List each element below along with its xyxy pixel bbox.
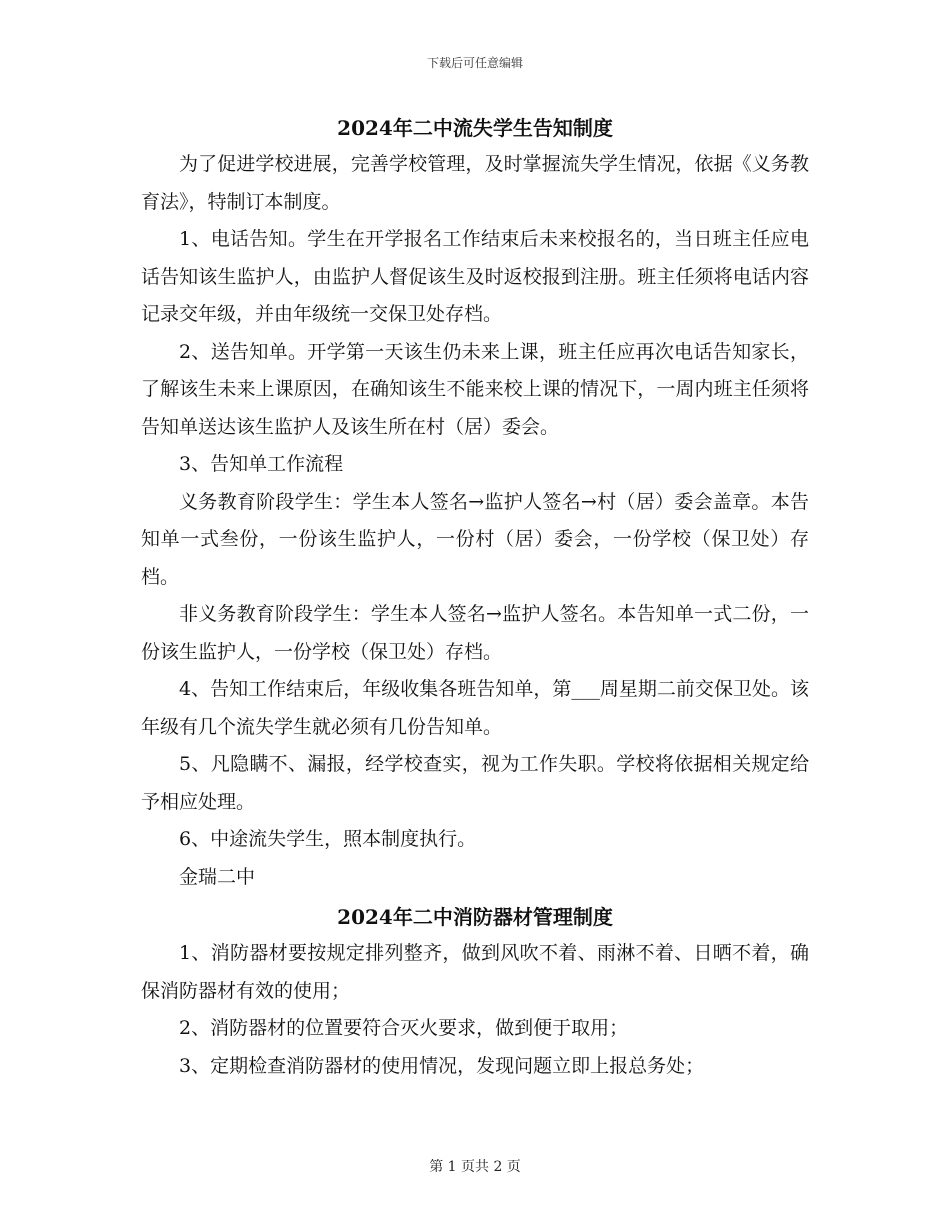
- section-student-dropout-notice: [141, 110, 809, 896]
- header-note: 下载后可任意编辑: [426, 56, 523, 70]
- signature-school-name: 金瑞二中: [179, 865, 256, 888]
- paragraph: 3、定期检查消防器材的使用情况，发现问题立即上报总务处；: [179, 1054, 705, 1077]
- paragraph: 2、送告知单。开学第一天该生仍未来上课，班主任应再次电话告知家长，了解该生未来上课原因，在确知该生不能来校上课的情况下，一周内班主任须将告知单送达该生监护人及该生所在村（居）委会。: [141, 340, 809, 438]
- paragraph: 5、凡隐瞒不、漏报，经学校查实，视为工作失职。学校将依据相关规定给予相应处理。: [141, 753, 809, 813]
- paragraph: 1、电话告知。学生在开学报名工作结束后未来校报名的，当日班主任应电话告知该生监护人，由监护人督促该生及时返校报到注册。班主任须将电话内容记录交年级，并由年级统一交保卫处存档。: [141, 228, 809, 325]
- paragraph: 义务教育阶段学生：学生本人签名→监护人签名→村（居）委会盖章。本告知单一式叁份，一份该生监护人，一份村（居）委会，一份学校（保卫处）存档。: [141, 490, 809, 588]
- paragraph: 3、告知单工作流程: [179, 453, 344, 475]
- section-title: 2024年二中流失学生告知制度: [337, 116, 613, 140]
- document-body: [141, 110, 809, 1085]
- section-title: 2024年二中消防器材管理制度: [337, 905, 613, 929]
- paragraph: 为了促进学校进展，完善学校管理，及时掌握流失学生情况，依据《义务教育法》，特制订本制度。: [141, 153, 809, 213]
- paragraph: 1、消防器材要按规定排列整齐，做到风吹不着、雨淋不着、日晒不着，确保消防器材有效的使用；: [141, 942, 809, 1002]
- page-number-footer: 第 1 页共 2 页: [429, 1159, 521, 1175]
- paragraph: 6、中途流失学生，照本制度执行。: [179, 828, 477, 850]
- paragraph: 4、告知工作结束后，年级收集各班告知单，第___周星期二前交保卫处。该年级有几个流失学生就必须有几份告知单。: [141, 678, 809, 738]
- paragraph: 非义务教育阶段学生：学生本人签名→监护人签名。本告知单一式二份，一份该生监护人，一份学校（保卫处）存档。: [141, 603, 809, 663]
- section-fire-equipment-management: [141, 899, 809, 1085]
- paragraph: 2、消防器材的位置要符合灭火要求，做到便于取用；: [179, 1017, 629, 1039]
